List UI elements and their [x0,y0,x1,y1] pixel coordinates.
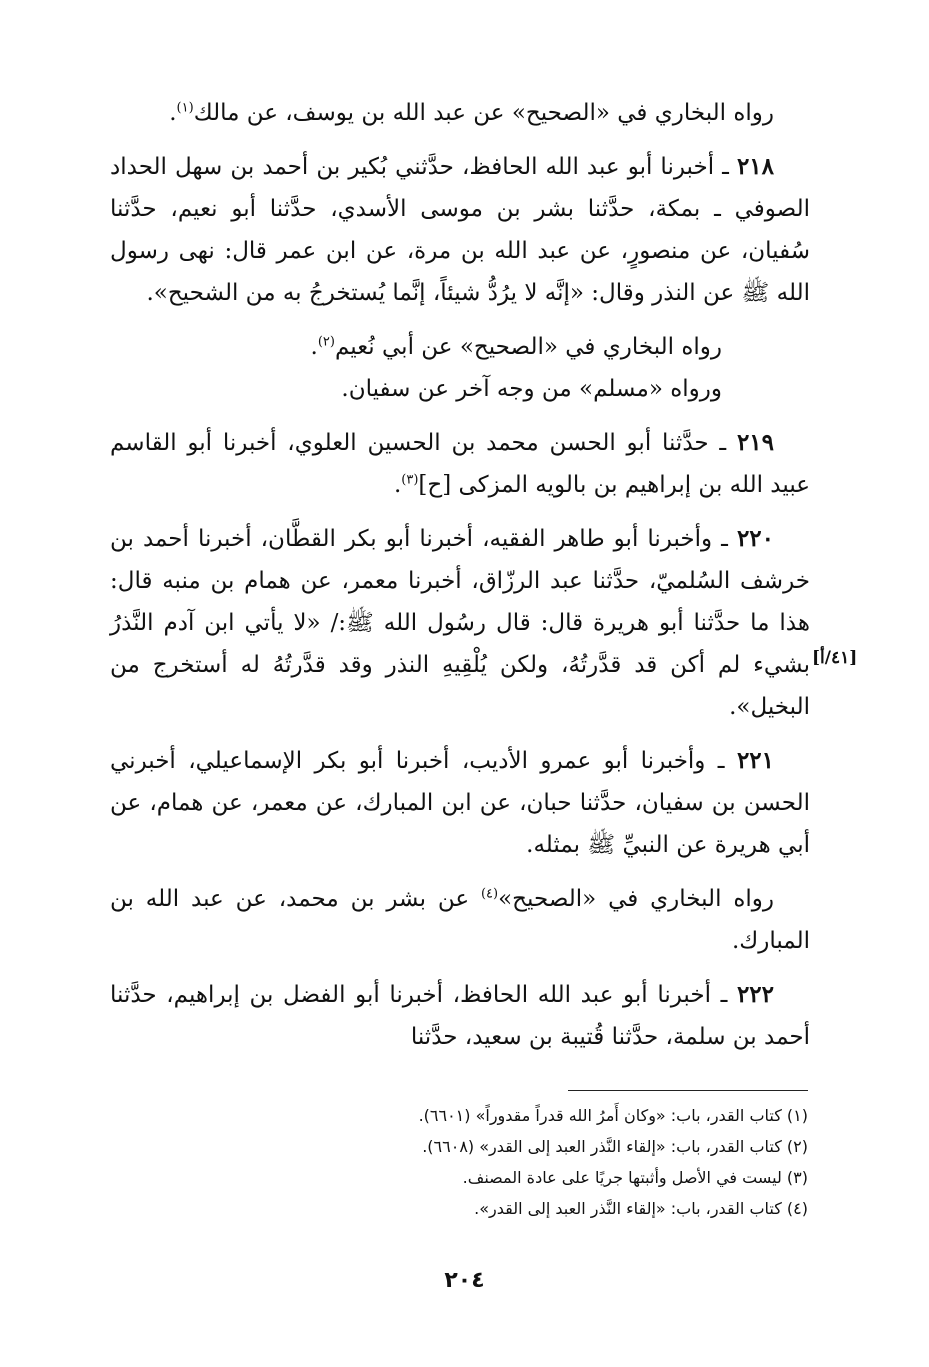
paragraph-text: رواه البخاري في «الصحيح» [498,886,774,912]
hadith-221 [110,740,810,866]
hadith-text: ـ وأخبرنا أبو طاهر الفقيه، أخبرنا أبو بكر القطَّان، أخبرنا أحمد بن خرشف السُلميّ، حدَّثنا عبد الرزّاق، أخبرنا معمر، عن همام بن منبه قال: هذا ما حدَّثنا أبو هريرة قال: قال رسُول الله ﷺ:/ «لا يأتي ابن آدم النَّذرُ بشيء لم أكن قد قدَّرتُهُ، ولكن يُلْقِيهِ النذر وقد قدَّرتُهُ له أستخرج من البخيل». [110,526,810,720]
hadith-number: ٢٢٢ [736,981,774,1008]
paragraph-narration-4 [110,878,810,962]
footnote-ref-4[interactable]: (٤) [480,886,499,902]
paragraph-end: . [310,334,318,360]
hadith-text: ـ حدَّثنا أبو الحسن محمد بن الحسين العلوي، أخبرنا أبو القاسم عبيد الله بن إبراهيم بن بالويه المزكى [ح] [110,430,810,498]
footnote-ref-3[interactable]: (٣) [401,472,419,488]
footnote-1: (١) كتاب القدر، باب: «وكان أَمرُ الله قدراً مقدوراً» (٦٦٠١). [418,1106,808,1125]
footnote-2: (٢) كتاب القدر، باب: «إلقاء النَّذر العبد إلى القدر» (٦٦٠٨). [422,1137,808,1156]
footnote-4: (٤) كتاب القدر، باب: «إلقاء النَّذر العبد إلى القدر». [474,1199,808,1218]
footnotes [260,1100,808,1224]
manuscript-folio-marker: [٤١/أ] [812,648,858,668]
footnote-ref-1[interactable]: (١) [176,100,194,116]
hadith-220 [110,518,810,728]
hadith-219 [110,422,810,506]
paragraph-text: ورواه «مسلم» من وجه آخر عن سفيان. [341,376,722,402]
hadith-number: ٢٢٠ [736,525,774,552]
paragraph-end: . [169,100,177,126]
hadith-text: ـ وأخبرنا أبو عمرو الأديب، أخبرنا أبو بكر الإسماعيلي، أخبرني الحسن بن سفيان، حدَّثنا حبان، عن ابن المبارك، عن معمر، عن همام، عن أبي هريرة عن النبيِّ ﷺ بمثله. [110,748,810,858]
footnote-ref-2[interactable]: (٢) [317,334,335,350]
paragraph-narration-2 [110,326,810,368]
hadith-222 [110,974,810,1058]
hadith-218 [110,146,810,314]
hadith-number: ٢٢١ [736,747,775,774]
footnote-divider [568,1090,808,1091]
hadith-number: ٢١٩ [736,429,774,456]
paragraph-text: رواه البخاري في «الصحيح» عن أبي نُعيم [334,334,722,360]
hadith-text: ـ أخبرنا أبو عبد الله الحافظ، أخبرنا أبو الفضل بن إبراهيم، حدَّثنا أحمد بن سلمة، حدَّثنا قُتيبة بن سعيد، حدَّثنا [110,982,810,1050]
paragraph-text: رواه البخاري في «الصحيح» عن عبد الله بن يوسف، عن مالك [193,100,774,126]
paragraph-end: . [393,472,402,498]
paragraph-text: عن بشر بن محمد، عن عبد الله بن المبارك. [110,886,810,954]
footnote-3: (٣) ليست في الأصل وأثبتها جريًا على عادة المصنف. [462,1168,808,1187]
hadith-number: ٢١٨ [736,153,775,180]
paragraph-narration-1 [110,92,810,134]
page-number: ٢٠٤ [444,1268,485,1293]
hadith-text: ـ أخبرنا أبو عبد الله الحافظ، حدَّثني بُكير بن أحمد بن سهل الحداد الصوفي ـ بمكة، حدَّثنا بشر بن موسى الأسدي، حدَّثنا أبو نعيم، حدَّثنا سُفيان، عن منصورٍ، عن عبد الله بن مرة، عن ابن عمر قال: نهى رسول الله ﷺ عن النذر وقال: «إنَّه لا يرُدُّ شيئاً، إنَّما يُستخرجُ به من الشحيح». [110,154,811,306]
paragraph-narration-3 [110,368,810,410]
